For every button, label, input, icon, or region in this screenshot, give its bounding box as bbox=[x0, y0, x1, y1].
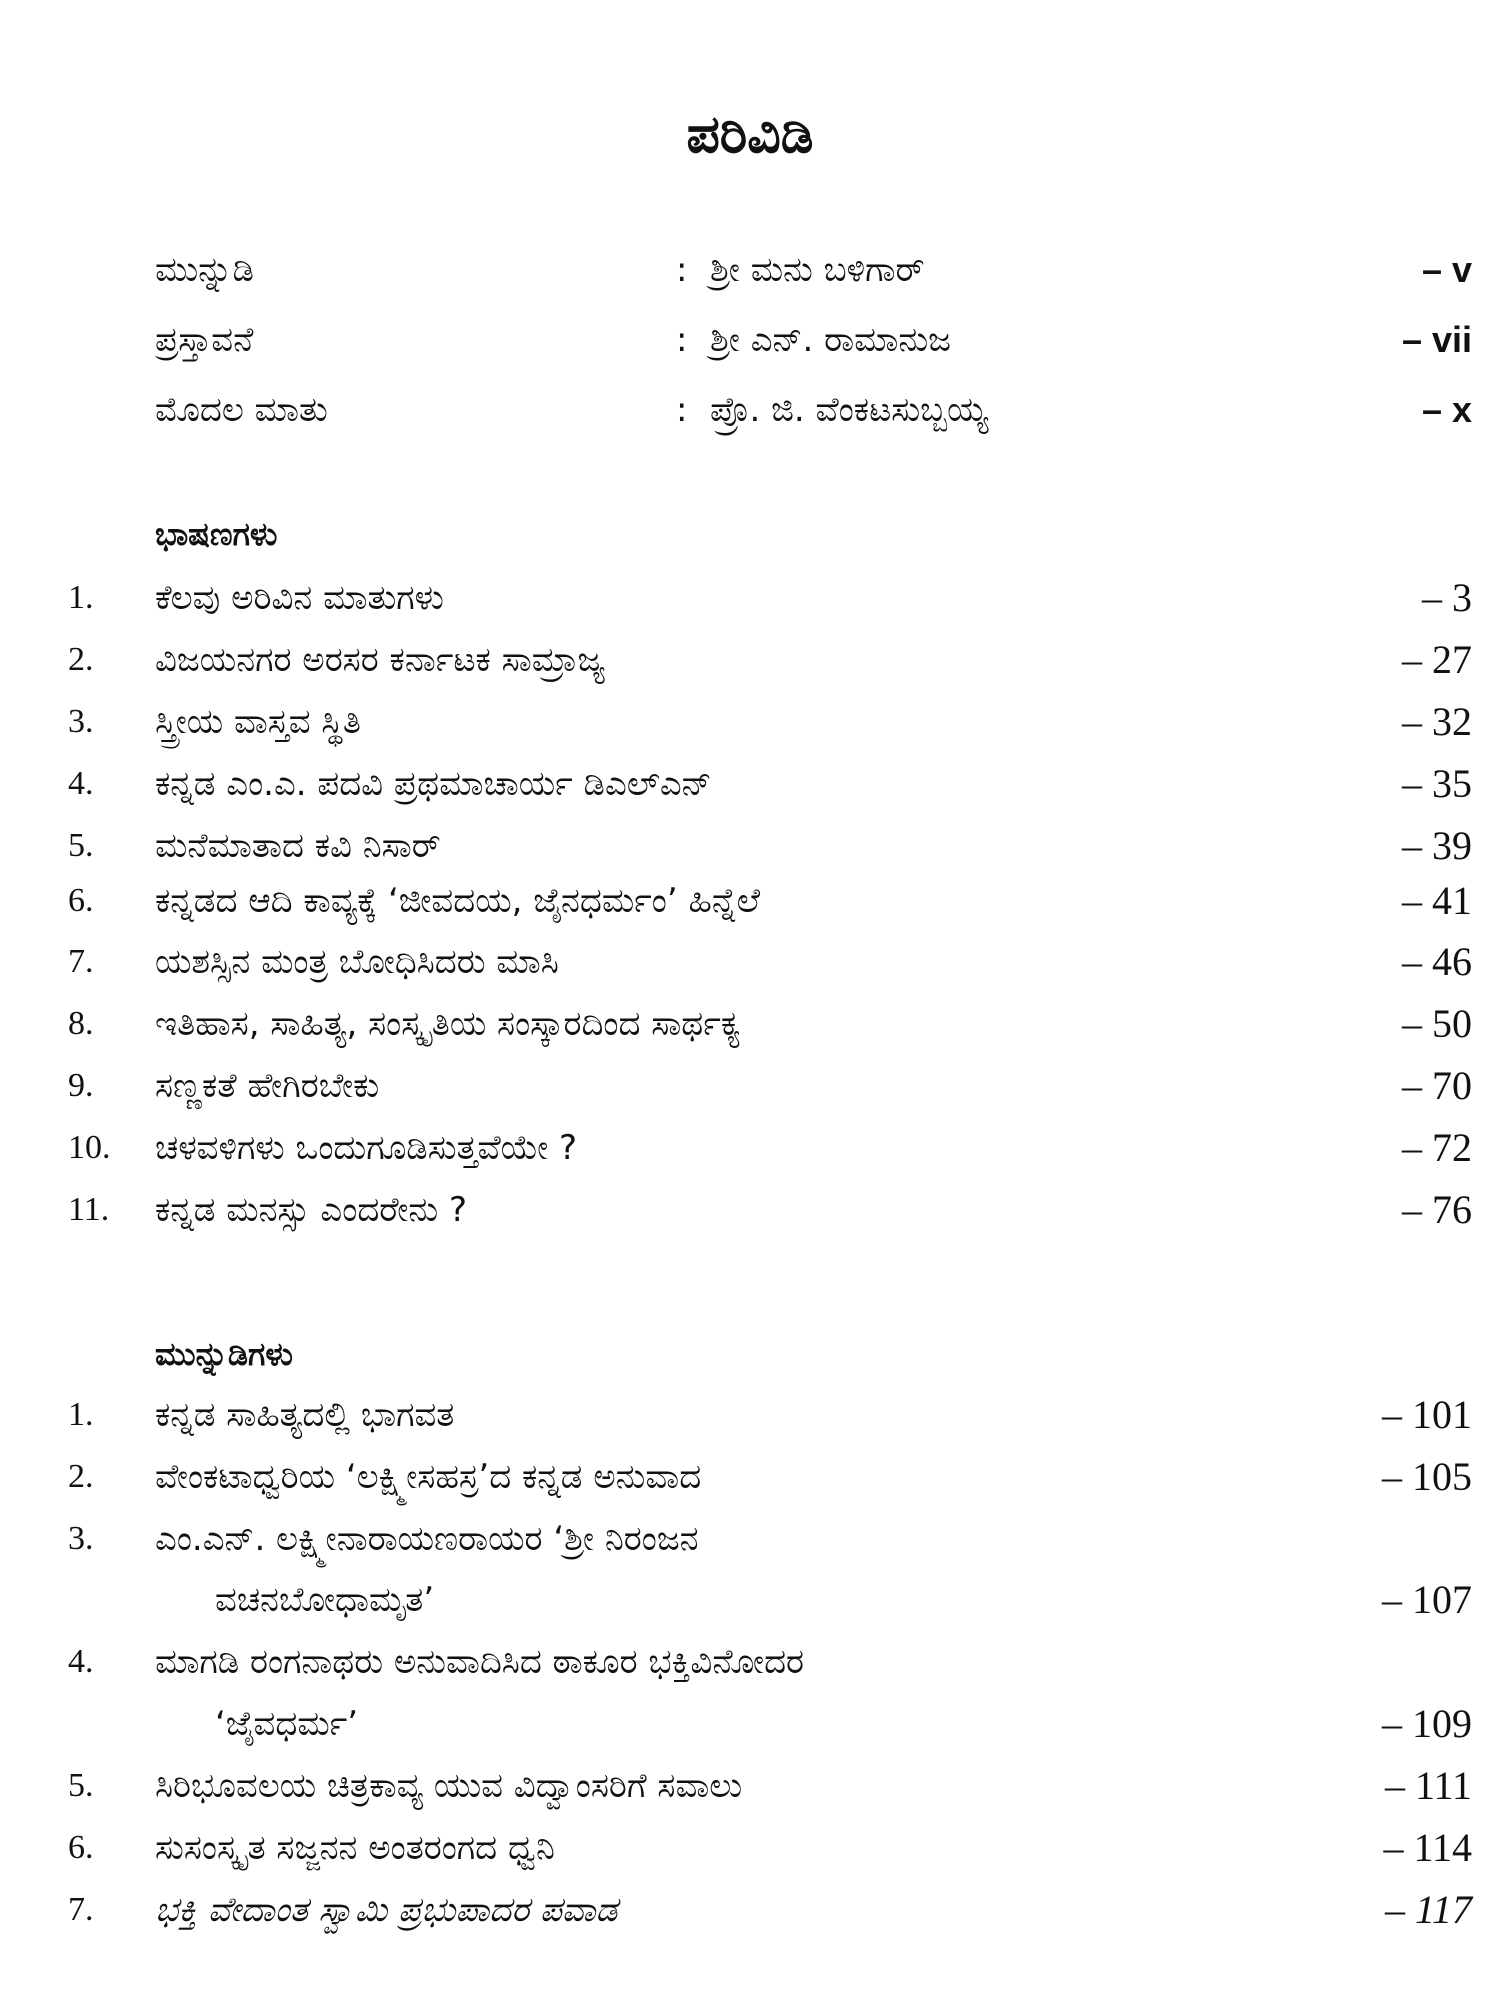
toc-entry-continuation bbox=[0, 1570, 1500, 1630]
toc-entry bbox=[0, 1385, 1500, 1445]
front-matter-label: ಮುನ್ನುಡಿ bbox=[155, 250, 254, 290]
entry-page: – 46 bbox=[1402, 939, 1472, 984]
entry-page: – 35 bbox=[1402, 761, 1472, 806]
entry-number: 1. bbox=[68, 1396, 94, 1433]
entry-number: 7. bbox=[68, 1891, 94, 1928]
entry-number: 6. bbox=[68, 882, 94, 919]
front-matter-label: ಮೊದಲ ಮಾತು bbox=[155, 390, 328, 430]
toc-entry bbox=[0, 871, 1500, 931]
toc-entry bbox=[0, 1818, 1500, 1878]
entry-title-continuation: ವಚನಬೋಧಾಮೃತ’ bbox=[215, 1580, 435, 1620]
front-matter-row bbox=[0, 310, 1500, 370]
entry-title: ಕನ್ನಡ ಮನಸ್ಸು ಎಂದರೇನು ? bbox=[155, 1190, 467, 1230]
front-matter-page: – vii bbox=[1401, 319, 1472, 360]
entry-page: – 107 bbox=[1382, 1577, 1472, 1622]
front-matter-page: – v bbox=[1421, 249, 1472, 290]
entry-page: – 109 bbox=[1382, 1701, 1472, 1746]
page-title: ಪರಿವಿಡಿ bbox=[686, 105, 814, 165]
section-heading: ಭಾಷಣಗಳು bbox=[155, 515, 278, 553]
toc-entry bbox=[0, 568, 1500, 628]
entry-page: – 76 bbox=[1402, 1187, 1472, 1232]
toc-entry bbox=[0, 754, 1500, 814]
entry-number: 5. bbox=[68, 1767, 94, 1804]
entry-title: ಮಾಗಡಿ ರಂಗನಾಥರು ಅನುವಾದಿಸಿದ ಠಾಕೂರ ಭಕ್ತಿವಿನೋದರ bbox=[155, 1642, 805, 1682]
front-matter-page: – x bbox=[1421, 389, 1472, 430]
toc-entry bbox=[0, 1118, 1500, 1178]
section-heading: ಮುನ್ನುಡಿಗಳು bbox=[155, 1335, 293, 1373]
entry-title: ಕೆಲವು ಅರಿವಿನ ಮಾತುಗಳು bbox=[155, 578, 444, 618]
front-matter-row bbox=[0, 240, 1500, 300]
entry-title: ಭಕ್ತಿ ವೇದಾಂತ ಸ್ವಾಮಿ ಪ್ರಭುಪಾದರ ಪವಾಡ bbox=[155, 1890, 618, 1930]
entry-number: 3. bbox=[68, 703, 94, 740]
entry-page: – 70 bbox=[1402, 1063, 1472, 1108]
entry-title: ಕನ್ನಡ ಎಂ.ಎ. ಪದವಿ ಪ್ರಥಮಾಚಾರ್ಯ ಡಿಎಲ್ಎನ್ bbox=[155, 764, 712, 804]
entry-number: 11. bbox=[68, 1191, 110, 1228]
entry-title: ಸಿರಿಭೂವಲಯ ಚಿತ್ರಕಾವ್ಯ ಯುವ ವಿದ್ವಾಂಸರಿಗೆ ಸವಾಲು bbox=[155, 1766, 743, 1806]
entry-title: ಕನ್ನಡದ ಆದಿ ಕಾವ್ಯಕ್ಕೆ ‘ಜೀವದಯ, ಜೈನಧರ್ಮಂ’ ಹಿನ್ನೆಲೆ bbox=[155, 881, 761, 921]
entry-page: – 117 bbox=[1384, 1887, 1472, 1932]
front-matter-colon: : bbox=[676, 250, 688, 290]
entry-title: ಸಣ್ಣಕತೆ ಹೇಗಿರಬೇಕು bbox=[155, 1066, 380, 1106]
entry-title: ಮನೆಮಾತಾದ ಕವಿ ನಿಸಾರ್ bbox=[155, 826, 441, 866]
toc-entry bbox=[0, 816, 1500, 876]
toc-entry-continuation bbox=[0, 1694, 1500, 1754]
entry-page: – 50 bbox=[1402, 1001, 1472, 1046]
entry-page: – 114 bbox=[1383, 1825, 1472, 1870]
front-matter-author: ಶ್ರೀ ಮನು ಬಳಿಗಾರ್ bbox=[710, 250, 925, 290]
entry-number: 3. bbox=[68, 1520, 94, 1557]
entry-page: – 27 bbox=[1402, 637, 1472, 682]
entry-number: 9. bbox=[68, 1067, 94, 1104]
entry-number: 2. bbox=[68, 641, 94, 678]
entry-page: – 105 bbox=[1382, 1454, 1472, 1499]
entry-title: ಎಂ.ಎನ್. ಲಕ್ಷ್ಮೀನಾರಾಯಣರಾಯರ ‘ಶ್ರೀ ನಿರಂಜನ bbox=[155, 1519, 699, 1559]
front-matter-label: ಪ್ರಸ್ತಾವನೆ bbox=[155, 320, 254, 360]
entry-number: 2. bbox=[68, 1458, 94, 1495]
entry-number: 5. bbox=[68, 827, 94, 864]
toc-entry bbox=[0, 692, 1500, 752]
entry-number: 1. bbox=[68, 579, 94, 616]
entry-number: 4. bbox=[68, 765, 94, 802]
front-matter-colon: : bbox=[676, 320, 688, 360]
toc-entry bbox=[0, 1447, 1500, 1507]
entry-page: – 39 bbox=[1402, 823, 1472, 868]
entry-page: – 41 bbox=[1402, 878, 1472, 923]
entry-page: – 32 bbox=[1402, 699, 1472, 744]
entry-number: 10. bbox=[68, 1129, 111, 1166]
toc-entry bbox=[0, 994, 1500, 1054]
toc-entry bbox=[0, 1880, 1500, 1940]
toc-entry bbox=[0, 1509, 1500, 1569]
front-matter-colon: : bbox=[676, 390, 688, 430]
entry-number: 8. bbox=[68, 1005, 94, 1042]
entry-title: ಚಳವಳಿಗಳು ಒಂದುಗೂಡಿಸುತ್ತವೆಯೇ ? bbox=[155, 1128, 578, 1168]
entry-number: 6. bbox=[68, 1829, 94, 1866]
front-matter-author: ಪ್ರೊ. ಜಿ. ವೆಂಕಟಸುಬ್ಬಯ್ಯ bbox=[710, 390, 989, 430]
entry-title: ಯಶಸ್ಸಿನ ಮಂತ್ರ ಬೋಧಿಸಿದರು ಮಾಸಿ bbox=[155, 942, 559, 982]
entry-number: 7. bbox=[68, 943, 94, 980]
entry-title: ವಿಜಯನಗರ ಅರಸರ ಕರ್ನಾಟಕ ಸಾಮ್ರಾಜ್ಯ bbox=[155, 640, 606, 680]
entry-page: – 101 bbox=[1382, 1392, 1472, 1437]
toc-entry bbox=[0, 1180, 1500, 1240]
entry-title: ಸುಸಂಸ್ಕೃತ ಸಜ್ಜನನ ಅಂತರಂಗದ ಧ್ವನಿ bbox=[155, 1828, 555, 1868]
front-matter-author: ಶ್ರೀ ಎನ್. ರಾಮಾನುಜ bbox=[710, 320, 951, 360]
entry-number: 4. bbox=[68, 1643, 94, 1680]
toc-entry bbox=[0, 1632, 1500, 1692]
entry-title: ಕನ್ನಡ ಸಾಹಿತ್ಯದಲ್ಲಿ ಭಾಗವತ bbox=[155, 1395, 455, 1435]
entry-page: – 72 bbox=[1402, 1125, 1472, 1170]
toc-entry bbox=[0, 932, 1500, 992]
toc-entry bbox=[0, 1756, 1500, 1816]
entry-page: – 111 bbox=[1384, 1763, 1472, 1808]
entry-title-continuation: ‘ಜೈವಧರ್ಮ’ bbox=[215, 1704, 359, 1744]
entry-title: ಸ್ತ್ರೀಯ ವಾಸ್ತವ ಸ್ಥಿತಿ bbox=[155, 702, 361, 742]
toc-entry bbox=[0, 1056, 1500, 1116]
toc-entry bbox=[0, 630, 1500, 690]
entry-page: – 3 bbox=[1422, 575, 1472, 620]
entry-title: ಇತಿಹಾಸ, ಸಾಹಿತ್ಯ, ಸಂಸ್ಕೃತಿಯ ಸಂಸ್ಕಾರದಿಂದ ಸಾರ್ಥಕ್ಯ bbox=[155, 1004, 741, 1044]
entry-title: ವೇಂಕಟಾಧ್ವರಿಯ ‘ಲಕ್ಷ್ಮೀಸಹಸ್ರ’ದ ಕನ್ನಡ ಅನುವಾದ bbox=[155, 1457, 702, 1497]
front-matter-row bbox=[0, 380, 1500, 440]
